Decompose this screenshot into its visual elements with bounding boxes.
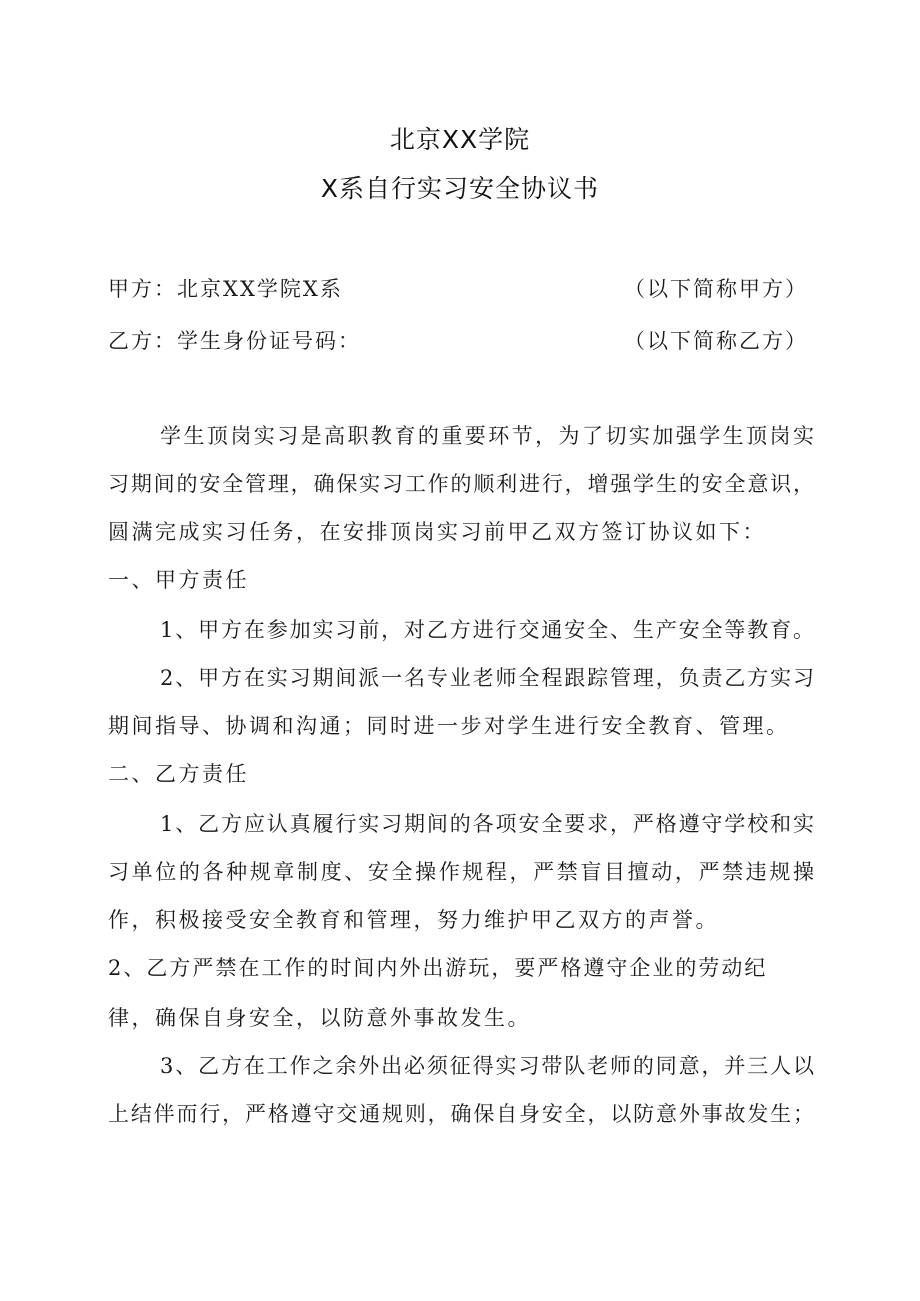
clause-b2-line-2: 律，确保自身安全，以防意外事故发生。 [108, 1006, 531, 1030]
clause-b3-line-1: 3、乙方在工作之余外出必须征得实习带队老师的同意，并三人以 [160, 1054, 814, 1078]
clause-a2-line-1: 2、甲方在实习期间派一名专业老师全程跟踪管理，负责乙方实习 [160, 666, 814, 690]
party-b-label: 乙方：学生身份证号码： [108, 329, 361, 353]
clause-a2-line-2: 期间指导、协调和沟通；同时进一步对学生进行安全教育、管理。 [108, 714, 790, 738]
clause-b2-line-1: 2、乙方严禁在工作的时间内外出游玩，要严格遵守企业的劳动纪 [108, 956, 768, 980]
intro-line-3: 圆满完成实习任务，在安排顶岗实习前甲乙双方签订协议如下： [108, 520, 766, 544]
party-b-note: （以下简称乙方） [624, 329, 808, 353]
clause-b3-line-2: 上结伴而行，严格遵守交通规则，确保自身安全，以防意外事故发生； [108, 1102, 814, 1126]
section-heading-party-a: 一、甲方责任 [108, 568, 249, 592]
intro-line-2: 习期间的安全管理，确保实习工作的顺利进行，增强学生的安全意识， [108, 472, 814, 496]
clause-a1-line-1: 1、甲方在参加实习前，对乙方进行交通安全、生产安全等教育。 [160, 618, 814, 642]
section-heading-party-b: 二、乙方责任 [108, 762, 249, 786]
document-title-agreement: X系自行实习安全协议书 [320, 174, 600, 203]
clause-b1-line-3: 作，积极接受安全教育和管理，努力维护甲乙双方的声誉。 [108, 908, 719, 932]
party-a-note: （以下简称甲方） [624, 277, 808, 301]
clause-b1-line-1: 1、乙方应认真履行实习期间的各项安全要求，严格遵守学校和实 [160, 812, 814, 836]
intro-line-1: 学生顶岗实习是高职教育的重要环节，为了切实加强学生顶岗实 [160, 424, 814, 448]
party-a-label: 甲方：北京XX学院X系 [108, 277, 343, 301]
clause-b1-line-2: 习单位的各种规章制度、安全操作规程，严禁盲目擅动，严禁违规操 [108, 860, 814, 884]
document-title-institution: 北京XX学院 [389, 125, 531, 154]
